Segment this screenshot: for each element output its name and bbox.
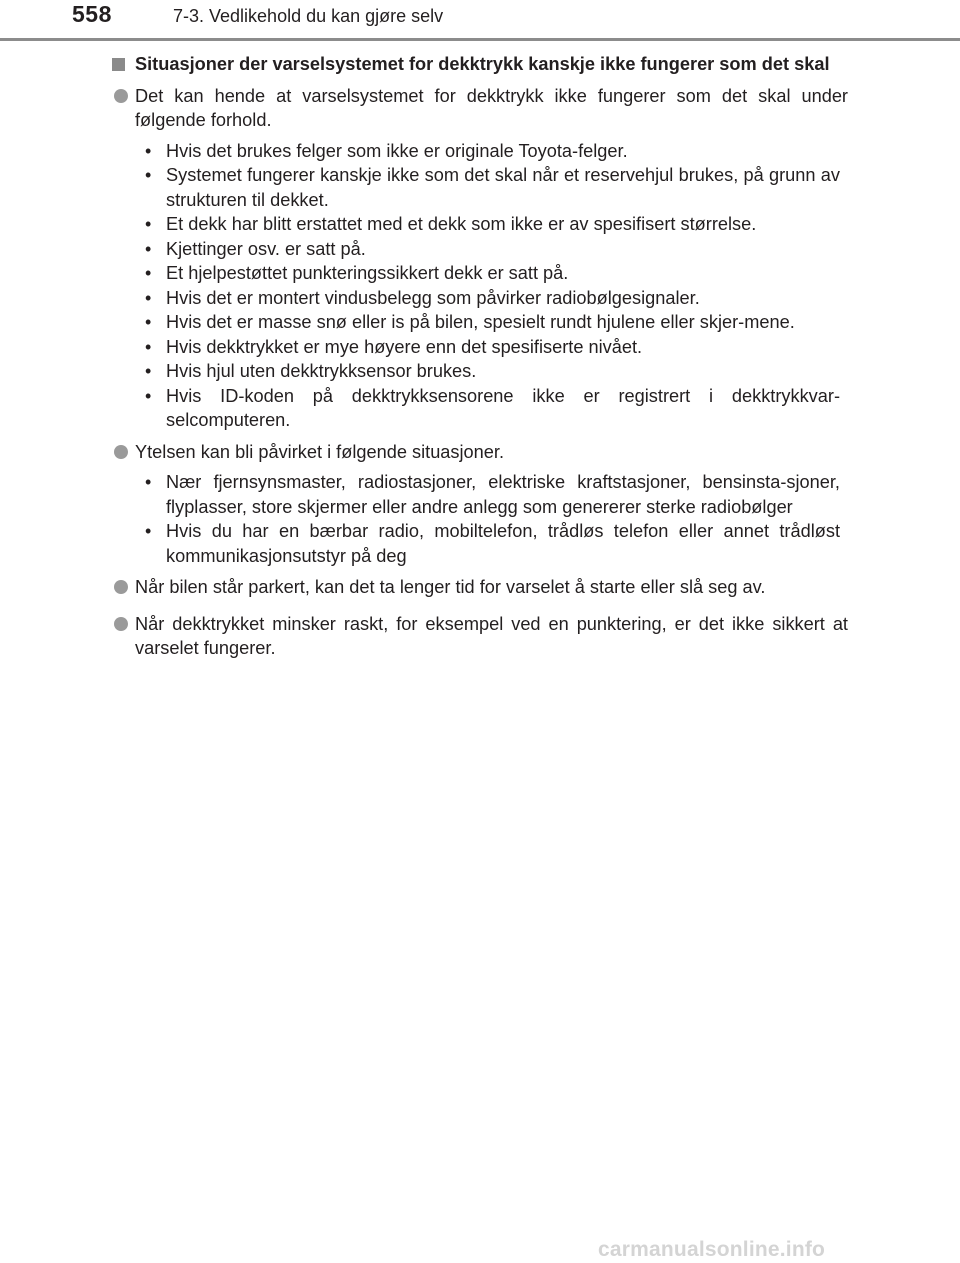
paragraph bbox=[112, 84, 848, 133]
dot-bullet-icon: • bbox=[145, 287, 152, 308]
dot-bullet-icon: • bbox=[145, 165, 152, 185]
paragraph-text: Det kan hende at varselsystemet for dekktrykk ikke fungerer som det skal under følgende forhold. bbox=[135, 85, 848, 130]
dot-bullet-icon: • bbox=[145, 263, 152, 283]
paragraph-text: Ytelsen kan bli påvirket i følgende situasjoner. bbox=[135, 441, 505, 462]
watermark: carmanualsonline.info bbox=[598, 1238, 826, 1261]
dot-bullet-icon: • bbox=[145, 385, 152, 406]
dot-bullet-icon: • bbox=[145, 472, 152, 492]
paragraph-text: Når dekktrykket minsker raskt, for eksempel ved en punktering, er det ikke sikkert at varselet fungerer. bbox=[135, 613, 848, 658]
square-bullet-icon bbox=[112, 58, 125, 71]
page-header bbox=[0, 0, 960, 44]
list-item: • Hvis hjul uten dekktrykksensor brukes. bbox=[142, 359, 840, 384]
list-item: • Hvis ID-koden på dekktrykksensorene ikke er registrert i dekktrykkvar-selcomputeren. bbox=[145, 385, 840, 430]
list-item: • Hvis dekktrykket er mye høyere enn det spesifiserte nivået. bbox=[142, 335, 840, 360]
list-item: • Systemet fungerer kanskje ikke som det skal når et reservehjul brukes, på grunn av strukturen til dekket. bbox=[145, 165, 840, 210]
list-item: • Et dekk har blitt erstattet med et dekk som ikke er av spesifisert størrelse. bbox=[142, 212, 840, 237]
list-item: • Kjettinger osv. er satt på. bbox=[142, 237, 840, 262]
circle-bullet-icon bbox=[114, 617, 128, 631]
dot-bullet-icon: • bbox=[145, 521, 152, 541]
section-heading-text: Situasjoner der varselsystemet for dekktrykk kanskje ikke fungerer som det skal bbox=[135, 54, 830, 74]
page-number: 558 bbox=[72, 1, 112, 27]
list-item: • Hvis du har en bærbar radio, mobiltelefon, trådløs telefon eller annet trådløst kommunikasjonsutstyr på deg bbox=[145, 521, 840, 566]
list-item: • Et hjelpestøttet punkteringssikkert dekk er satt på. bbox=[142, 261, 840, 286]
header-divider bbox=[0, 38, 960, 41]
dot-bullet-icon: • bbox=[145, 336, 152, 357]
list-item: • Hvis det brukes felger som ikke er originale Toyota-felger. bbox=[142, 139, 840, 164]
main-content bbox=[112, 52, 848, 661]
dot-bullet-icon: • bbox=[145, 238, 152, 259]
paragraph bbox=[112, 575, 848, 600]
situation-list bbox=[112, 470, 840, 568]
list-item: • Hvis det er masse snø eller is på bilen, spesielt rundt hjulene eller skjer-mene. bbox=[142, 310, 840, 335]
section-title: 7-3. Vedlikehold du kan gjøre selv bbox=[173, 6, 444, 26]
circle-bullet-icon bbox=[114, 445, 128, 459]
dot-bullet-icon: • bbox=[145, 361, 152, 381]
section-heading bbox=[112, 52, 848, 77]
paragraph-text: Når bilen står parkert, kan det ta lenger tid for varselet å starte eller slå seg av. bbox=[135, 577, 766, 597]
dot-bullet-icon: • bbox=[145, 312, 152, 332]
list-item: • Nær fjernsynsmaster, radiostasjoner, elektriske kraftstasjoner, bensinsta-sjoner, flyplasser, store skjermer eller andre anlegg som genererer sterke radiobølger bbox=[145, 472, 840, 517]
paragraph bbox=[112, 440, 848, 465]
list-item: • Hvis det er montert vindusbelegg som påvirker radiobølgesignaler. bbox=[142, 286, 840, 311]
circle-bullet-icon bbox=[114, 89, 128, 103]
paragraph bbox=[112, 612, 848, 661]
condition-list bbox=[112, 139, 840, 433]
dot-bullet-icon: • bbox=[145, 214, 152, 234]
circle-bullet-icon bbox=[114, 580, 128, 594]
dot-bullet-icon: • bbox=[145, 140, 152, 161]
